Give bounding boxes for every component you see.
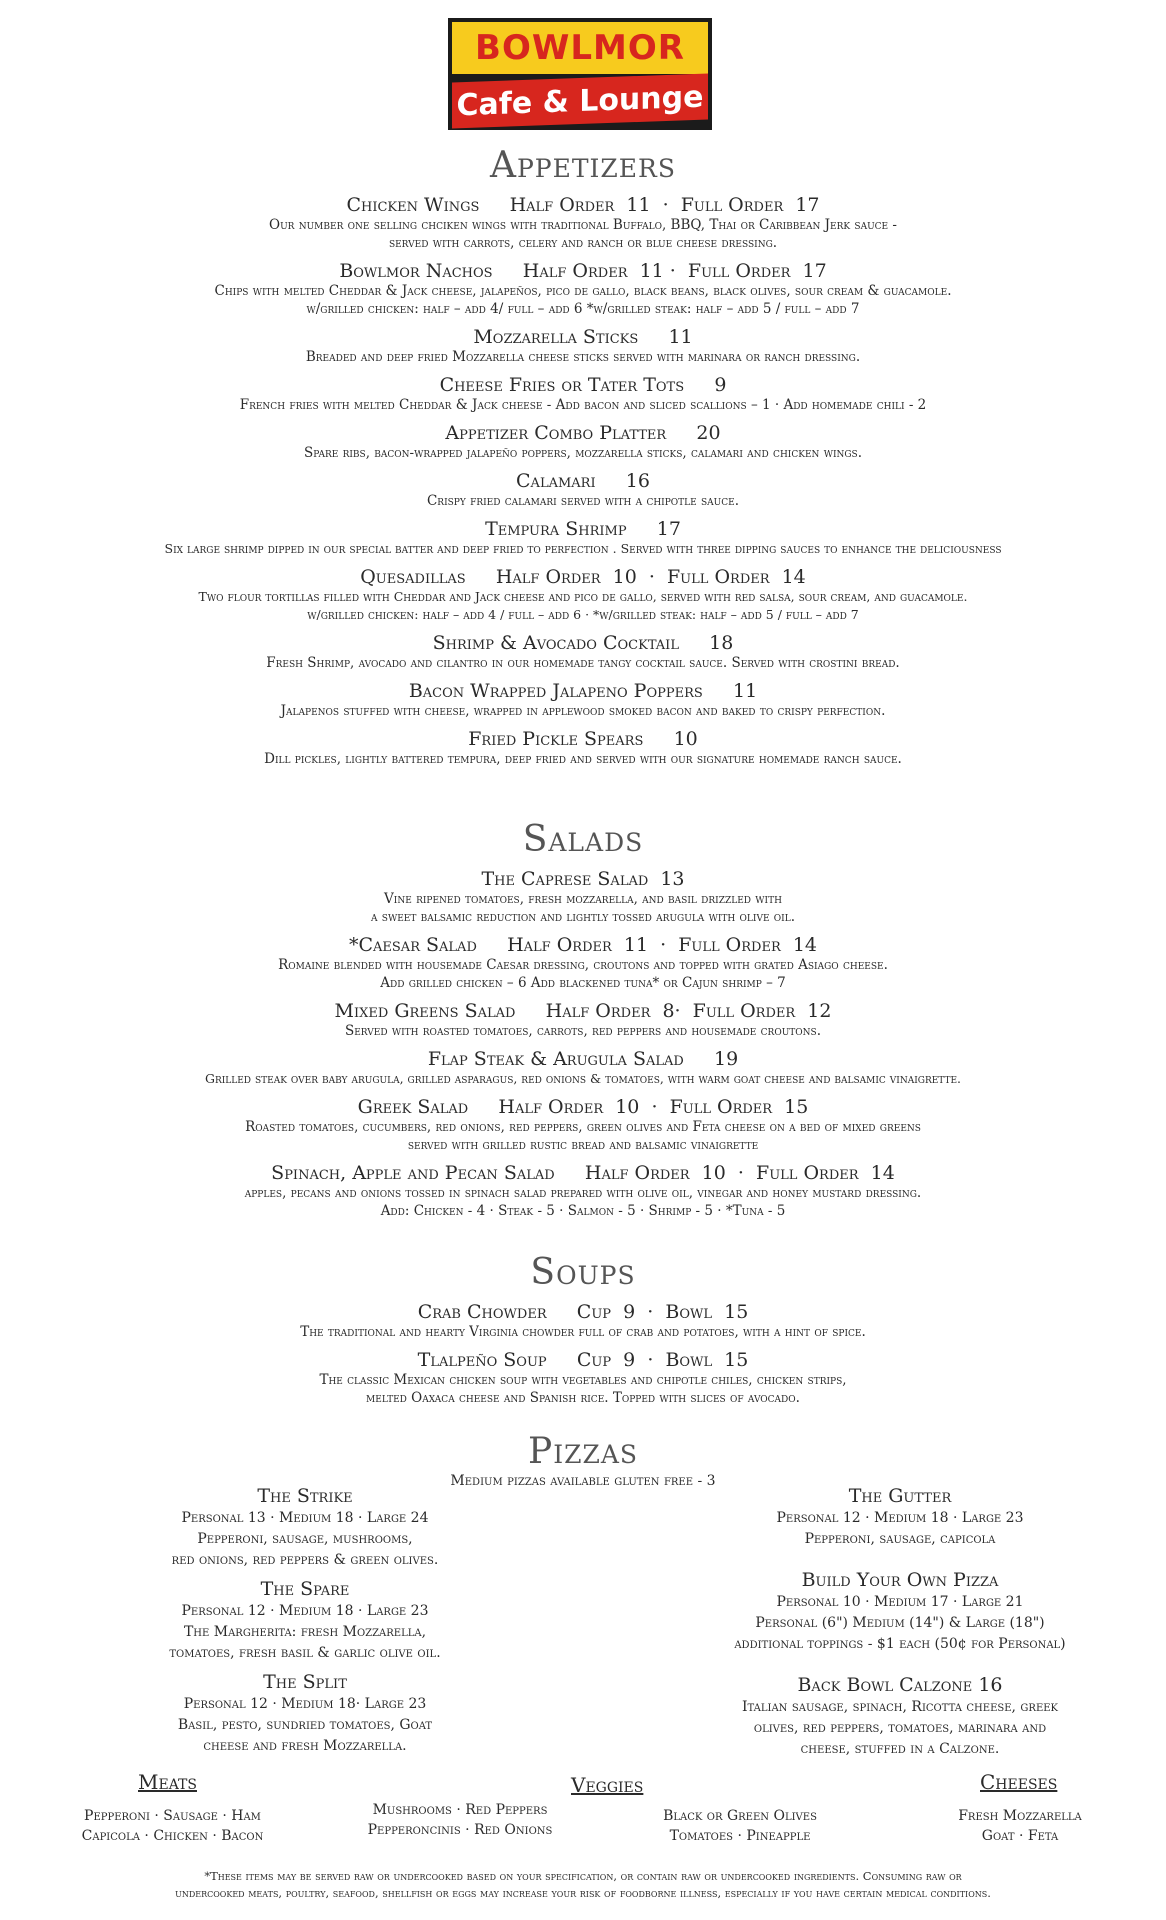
menu-item-title: Appetizer Combo Platter 20	[445, 422, 721, 444]
menu-item-title: The Caprese Salad 13	[481, 868, 685, 890]
menu-item-title: Spinach, Apple and Pecan Salad Half Order 10 · Full Order 14	[271, 1162, 895, 1184]
menu-item-title: Flap Steak & Arugula Salad 19	[427, 1048, 739, 1070]
menu-item-description: Vine ripened tomatoes, fresh mozzarella, and basil drizzled with	[384, 891, 782, 907]
pizza-item	[690, 1484, 1110, 1550]
menu-item	[0, 1048, 1166, 1088]
pizza-detail: Personal 12 · Medium 18 · Large 23	[776, 1510, 1024, 1526]
menu-item-description: Jalapenos stuffed with cheese, wrapped in applewood smoked bacon and baked to crispy perfection.	[280, 703, 886, 719]
menu-item-title: Crab Chowder Cup 9 · Bowl 15	[417, 1301, 749, 1323]
menu-item	[0, 1096, 1166, 1154]
pizzas-subtitle: Medium pizzas available gluten free - 3	[450, 1473, 716, 1489]
menu-item-title: Chicken Wings Half Order 11 · Full Order 17	[346, 194, 820, 216]
menu-item-description: Two flour tortillas filled with Cheddar and Jack cheese and pico de gallo, served with red salsa, sour cream, and guacamole.	[198, 589, 968, 604]
soups-section	[0, 1253, 1166, 1407]
menu-item-title: Fried Pickle Spears 10	[468, 728, 698, 750]
menu-item-description: Grilled steak over baby arugula, grilled asparagus, red onions & tomatoes, with warm goat cheese and balsamic vinaigrette.	[204, 1071, 962, 1086]
menu-item-title: Greek Salad Half Order 10 · Full Order 15	[357, 1096, 809, 1118]
menu-item-description: served with grilled rustic bread and balsamic vinaigrette	[407, 1137, 759, 1153]
disclaimer-line-2: undercooked meats, poultry, seafood, shellfish or eggs may increase your risk of foodborne illness, especially if you have certain medical conditions.	[175, 1886, 991, 1900]
menu-item	[0, 326, 1166, 366]
menu-item-description: Romaine blended with housemade Caesar dressing, croutons and topped with grated Asiago cheese.	[278, 957, 888, 973]
menu-item	[0, 194, 1166, 252]
appetizers-section	[0, 146, 1166, 768]
menu-item-description: Our number one selling chciken wings with traditional Buffalo, BBQ, Thai or Caribbean Jerk sauce -	[269, 217, 897, 233]
menu-item	[0, 1301, 1166, 1341]
pizza-detail: olives, red peppers, tomatoes, marinara and	[753, 1720, 1047, 1736]
menu-item-description: French fries with melted Cheddar & Jack cheese - Add bacon and sliced scallions – 1 · Add homemade chili - 2	[239, 397, 927, 413]
veggies-line-2: Pepperoncinis · Red Onions	[367, 1822, 553, 1838]
meats-line-2: Capicola · Chicken · Bacon	[81, 1828, 264, 1844]
pizza-name: The Spare	[260, 1578, 350, 1600]
veggies-line-4: Tomatoes · Pineapple	[669, 1828, 811, 1844]
veggies-list-b	[620, 1806, 860, 1846]
logo-text-bowlmor: BOWLMOR	[475, 28, 685, 68]
pizza-name: The Split	[263, 1671, 347, 1693]
menu-item	[0, 422, 1166, 462]
veggies-line-1: Mushrooms · Red Peppers	[372, 1802, 548, 1818]
cheeses-line-2: Goat · Feta	[981, 1828, 1059, 1844]
menu-item	[0, 868, 1166, 926]
pizza-detail: Personal 13 · Medium 18 · Large 24	[181, 1510, 429, 1526]
pizza-name: Back Bowl Calzone 16	[797, 1674, 1003, 1696]
logo-top-band	[452, 22, 708, 74]
menu-item-title: Tlalpeño Soup Cup 9 · Bowl 15	[417, 1349, 749, 1371]
menu-item-description: The classic Mexican chicken soup with vegetables and chipotle chiles, chicken strips,	[319, 1372, 847, 1388]
menu-item	[0, 632, 1166, 672]
pizza-detail: Italian sausage, spinach, Ricotta cheese, greek	[741, 1699, 1059, 1715]
pizzas-title: Pizzas	[527, 1431, 639, 1472]
menu-item-description: melted Oaxaca cheese and Spanish rice. Topped with slices of avocado.	[366, 1390, 800, 1406]
menu-item	[0, 1000, 1166, 1040]
pizza-detail: The Margherita: fresh Mozzarella,	[183, 1624, 427, 1640]
menu-item-description: w/grilled chicken: half – add 4/ full – add 6 *w/grilled steak: half – add 5 / full – add 7	[306, 301, 860, 317]
menu-item-description: Breaded and deep fried Mozzarella cheese sticks served with marinara or ranch dressing.	[305, 349, 861, 365]
appetizers-title: Appetizers	[489, 145, 676, 186]
menu-item-title: Cheese Fries or Tater Tots 9	[439, 374, 727, 396]
menu-item-description: Spare ribs, bacon-wrapped jalapeño poppers, mozzarella sticks, calamari and chicken wings.	[303, 445, 863, 461]
salads-section	[0, 820, 1166, 1220]
pizza-detail: red onions, red peppers & green olives.	[171, 1552, 439, 1568]
pizza-left-column	[130, 1484, 480, 1763]
cheeses-list	[930, 1806, 1110, 1846]
pizza-detail: Personal 12 · Medium 18· Large 23	[183, 1696, 427, 1712]
menu-item-title: Tempura Shrimp 17	[485, 518, 681, 540]
menu-item-description: a sweet balsamic reduction and lightly tossed arugula with olive oil.	[370, 909, 796, 925]
menu-item-description: Add grilled chicken – 6 Add blackened tuna* or Cajun shrimp – 7	[380, 975, 786, 991]
pizza-detail: cheese, stuffed in a Calzone.	[800, 1741, 1000, 1757]
menu-item-description: Crispy fried calamari served with a chipotle sauce.	[426, 493, 740, 509]
logo-text-cafe-lounge: Cafe & Lounge	[456, 79, 704, 123]
menu-item-title: Mozzarella Sticks 11	[473, 326, 693, 348]
menu-item-description: Dill pickles, lightly battered tempura, deep fried and served with our signature homemade ranch sauce.	[264, 751, 902, 767]
menu-item-title: Calamari 16	[516, 470, 650, 492]
menu-item-description: Roasted tomatoes, cucumbers, red onions, red peppers, green olives and Feta cheese on a bed of mixed greens	[245, 1119, 921, 1135]
cheeses-line-1: Fresh Mozzarella	[958, 1808, 1082, 1824]
pizza-item	[130, 1484, 480, 1571]
pizza-detail: Personal 12 · Medium 18 · Large 23	[181, 1603, 429, 1619]
pizza-item	[690, 1673, 1110, 1760]
menu-item	[0, 566, 1166, 624]
menu-item-title: Bacon Wrapped Jalapeno Poppers 11	[408, 680, 758, 702]
meats-list	[50, 1806, 295, 1846]
cheeses-heading: Cheeses	[980, 1770, 1058, 1794]
logo-bottom-band	[452, 74, 708, 129]
pizza-name: Build Your Own Pizza	[801, 1569, 999, 1591]
menu-item	[0, 470, 1166, 510]
pizzas-section	[0, 1432, 1166, 1490]
raw-food-disclaimer	[40, 1868, 1126, 1902]
menu-item	[0, 728, 1166, 768]
appetizers-list	[0, 194, 1166, 768]
menu-item	[0, 680, 1166, 720]
pizza-detail: Basil, pesto, sundried tomatoes, Goat	[177, 1717, 433, 1733]
pizza-item	[690, 1568, 1110, 1655]
pizza-detail: tomatoes, fresh basil & garlic olive oil.	[169, 1645, 441, 1661]
menu-item-title: Bowlmor Nachos Half Order 11 · Full Order 17	[339, 260, 827, 282]
pizza-detail: Pepperoni, sausage, capicola	[804, 1531, 996, 1547]
salads-title: Salads	[522, 819, 644, 860]
menu-item	[0, 1162, 1166, 1220]
pizza-detail: cheese and fresh Mozzarella.	[203, 1738, 407, 1754]
menu-item	[0, 260, 1166, 318]
menu-item-title: *Caesar Salad Half Order 11 · Full Order 14	[348, 934, 818, 956]
menu-item-title: Quesadillas Half Order 10 · Full Order 14	[360, 566, 806, 588]
menu-item-description: Fresh Shrimp, avocado and cilantro in our homemade tangy cocktail sauce. Served with crostini bread.	[266, 655, 900, 671]
veggies-line-3: Black or Green Olives	[663, 1808, 817, 1824]
meats-line-1: Pepperoni · Sausage · Ham	[84, 1808, 261, 1824]
veggies-list-a	[335, 1800, 585, 1840]
menu-item-title: Mixed Greens Salad Half Order 8· Full Order 12	[334, 1000, 832, 1022]
meats-heading: Meats	[138, 1770, 197, 1794]
pizza-detail: Pepperoni, sausage, mushrooms,	[197, 1531, 413, 1547]
pizza-right-column	[690, 1484, 1110, 1766]
menu-item-description: w/grilled chicken: half – add 4 / full – add 6 · *w/grilled steak: half – add 5 / full – add 7	[307, 607, 859, 622]
bowlmor-logo	[448, 18, 712, 130]
pizza-item	[130, 1670, 480, 1757]
menu-item-description: Chips with melted Cheddar & Jack cheese, jalapeños, pico de gallo, black beans, black olives, sour cream & guacamole.	[214, 283, 952, 299]
menu-item-description: Served with roasted tomatoes, carrots, red peppers and housemade croutons.	[344, 1023, 822, 1039]
menu-item	[0, 518, 1166, 558]
menu-item-description: served with carrots, celery and ranch or blue cheese dressing.	[388, 235, 778, 251]
pizza-name: The Gutter	[848, 1485, 952, 1507]
pizza-name: The Strike	[257, 1485, 353, 1507]
menu-item-description: The traditional and hearty Virginia chowder full of crab and potatoes, with a hint of spice.	[300, 1324, 866, 1340]
pizza-detail: Personal 10 · Medium 17 · Large 21	[776, 1594, 1024, 1610]
disclaimer-line-1: *These items may be served raw or undercooked based on your specification, or contain raw or undercooked ingredients. Consuming raw or	[204, 1869, 962, 1883]
salads-list	[0, 868, 1166, 1220]
soups-list	[0, 1301, 1166, 1407]
menu-item	[0, 934, 1166, 992]
veggies-heading: Veggies	[571, 1773, 644, 1797]
menu-item-description: apples, pecans and onions tossed in spinach salad prepared with olive oil, vinegar and honey mustard dressing.	[244, 1185, 922, 1201]
menu-item	[0, 1349, 1166, 1407]
pizza-detail: additional toppings - $1 each (50¢ for Personal)	[734, 1636, 1066, 1652]
soups-title: Soups	[530, 1252, 636, 1293]
pizza-detail: Personal (6") Medium (14") & Large (18")	[755, 1615, 1045, 1631]
pizza-item	[130, 1577, 480, 1664]
menu-item-title: Shrimp & Avocado Cocktail 18	[432, 632, 734, 654]
menu-item	[0, 374, 1166, 414]
menu-item-description: Six large shrimp dipped in our special batter and deep fried to perfection . Served with three dipping sauces to enhance the deliciousness	[164, 541, 1002, 556]
menu-item-description: Add: Chicken - 4 · Steak - 5 · Salmon - 5 · Shrimp - 5 · *Tuna - 5	[380, 1203, 786, 1219]
